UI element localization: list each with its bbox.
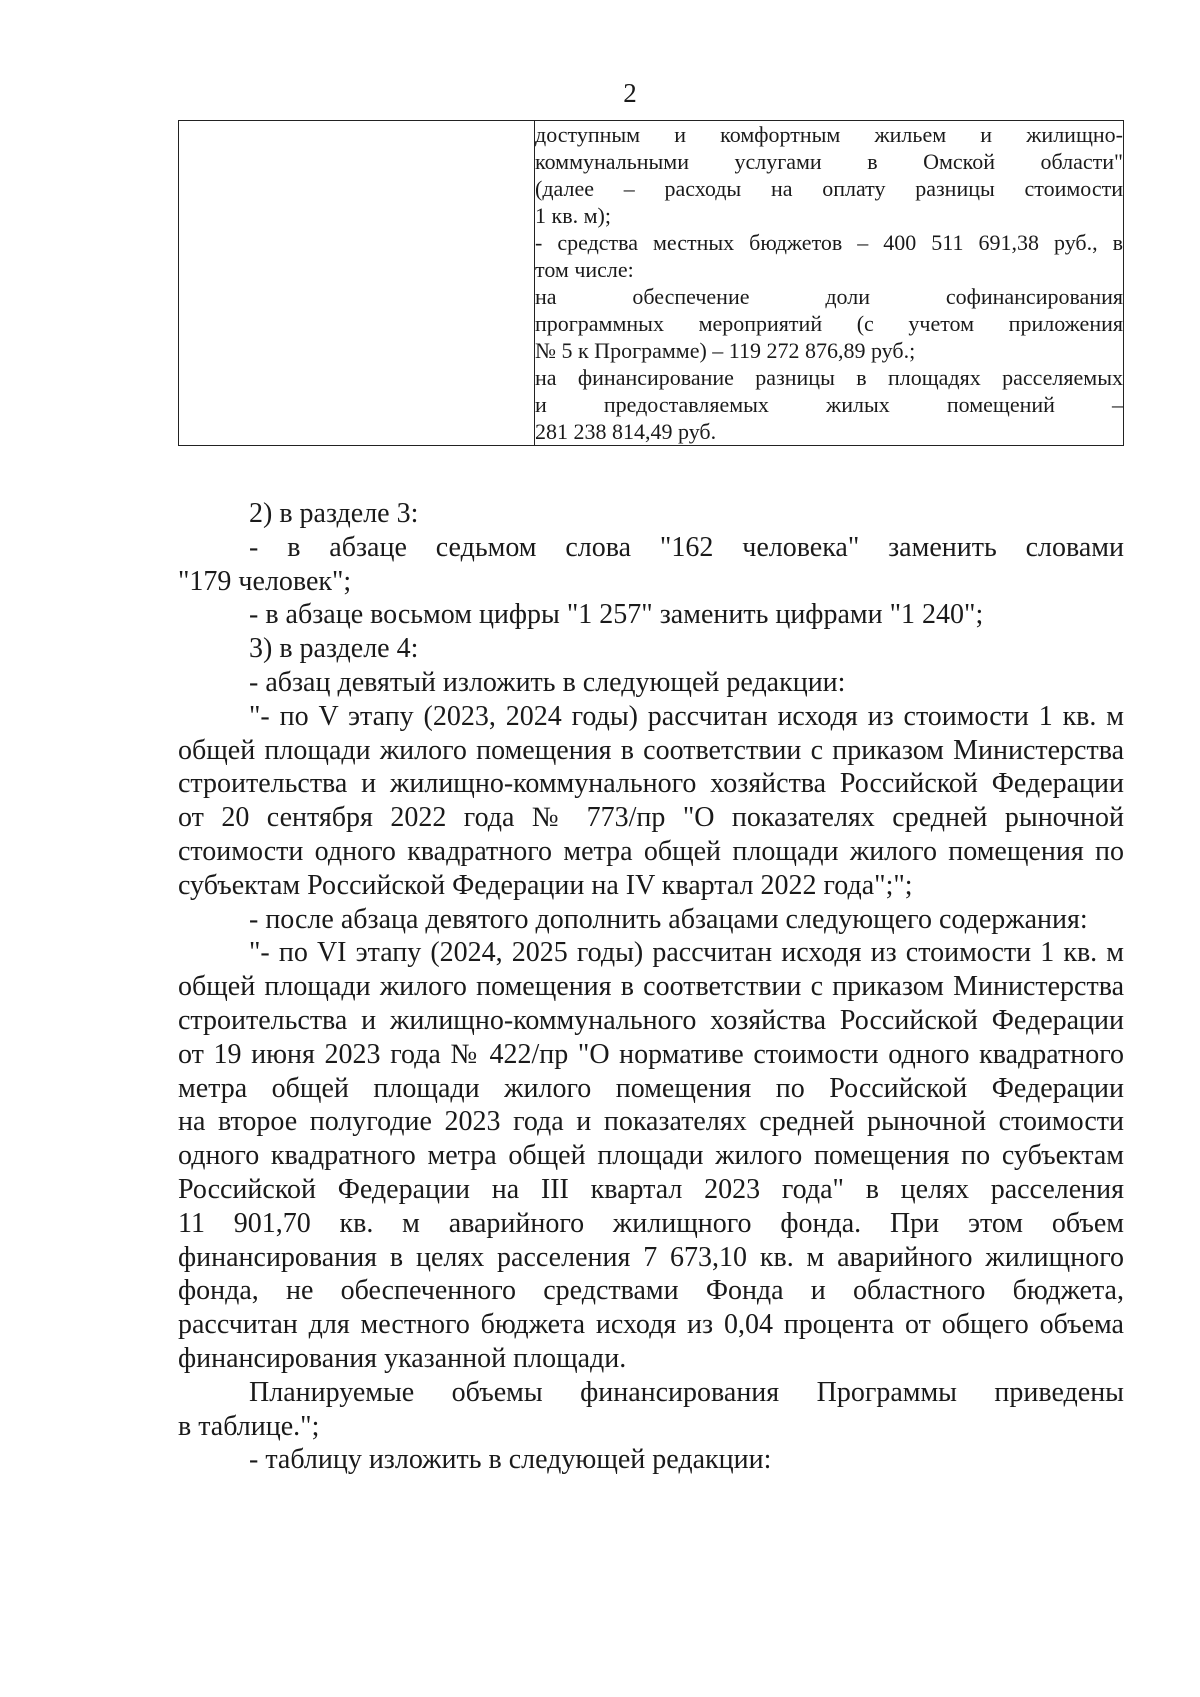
- text-line: финансирования указанной площади.: [178, 1342, 627, 1374]
- text-line: - абзац девятый изложить в следующей редакции:: [249, 666, 846, 698]
- cell-line: № 5 к Программе) – 119 272 876,89 руб.;: [535, 338, 916, 363]
- text-line: общей площади жилого помещения в соответствии с приказом Министерства: [178, 734, 1124, 766]
- text-line: "- по V этапу (2023, 2024 годы) рассчитан исходя из стоимости 1 кв. м: [249, 700, 1124, 732]
- text-line: одного квадратного метра общей площади жилого помещения по субъектам: [178, 1140, 1124, 1172]
- text-line: - в абзаце восьмом цифры "1 257" заменить цифрами "1 240";: [249, 599, 984, 631]
- text-line: общей площади жилого помещения в соответствии с приказом Министерства: [178, 971, 1124, 1003]
- text-line: 3) в разделе 4:: [249, 633, 419, 665]
- table-row: [179, 121, 1124, 446]
- text-line: строительства и жилищно-коммунального хозяйства Российской Федерации: [178, 768, 1124, 800]
- cell-line: 1 кв. м);: [535, 203, 611, 228]
- text-line: - в абзаце седьмом слова "162 человека" заменить словами: [249, 531, 1124, 563]
- cell-line: программных мероприятий (с учетом приложения: [535, 311, 1123, 336]
- cell-line: том числе:: [535, 257, 634, 282]
- text-line: в таблице.";: [178, 1410, 320, 1442]
- text-line: на второе полугодие 2023 года и показателях средней рыночной стоимости: [178, 1106, 1124, 1138]
- cell-line: 281 238 814,49 руб.: [535, 419, 717, 444]
- cell-line: и предоставляемых жилых помещений –: [535, 392, 1123, 417]
- text-line: рассчитан для местного бюджета исходя из 0,04 процента от общего объема: [178, 1309, 1124, 1341]
- cell-line: - средства местных бюджетов – 400 511 691,38 руб., в: [535, 230, 1123, 255]
- table-cell-empty: [179, 121, 535, 446]
- text-line: - после абзаца девятого дополнить абзацами следующего содержания:: [249, 903, 1088, 935]
- text-line: метра общей площади жилого помещения по Российской Федерации: [178, 1072, 1124, 1104]
- cell-line: на обеспечение доли софинансирования: [535, 284, 1123, 309]
- cell-line: доступным и комфортным жильем и жилищно-: [535, 122, 1123, 147]
- text-line: фонда, не обеспеченного средствами Фонда и областного бюджета,: [178, 1275, 1124, 1307]
- text-line: 2) в разделе 3:: [249, 498, 419, 529]
- text-line: от 19 июня 2023 года № 422/пр "О нормативе стоимости одного квадратного: [178, 1038, 1124, 1070]
- table-cell-text: [535, 121, 1124, 446]
- cell-line: (далее – расходы на оплату разницы стоимости: [535, 176, 1123, 201]
- cell-line: на финансирование разницы в площадях расселяемых: [535, 365, 1123, 390]
- text-line: субъектам Российской Федерации на IV квартал 2022 года";";: [178, 869, 913, 901]
- text-line: финансирования в целях расселения 7 673,10 кв. м аварийного жилищного: [178, 1241, 1124, 1273]
- text-line: от 20 сентября 2022 года № 773/пр "О показателях средней рыночной: [178, 802, 1124, 834]
- text-line: Планируемые объемы финансирования Программы приведены: [249, 1376, 1124, 1408]
- cell-line: коммунальными услугами в Омской области": [535, 149, 1123, 174]
- text-line: "- по VI этапу (2024, 2025 годы) рассчитан исходя из стоимости 1 кв. м: [249, 937, 1124, 969]
- text-line: "179 человек";: [178, 565, 352, 597]
- text-line: - таблицу изложить в следующей редакции:: [249, 1444, 772, 1476]
- page-number: 2: [623, 78, 637, 108]
- text-line: стоимости одного квадратного метра общей площади жилого помещения по: [178, 835, 1124, 867]
- text-line: Российской Федерации на III квартал 2023 года" в целях расселения: [178, 1173, 1124, 1205]
- document-body: [178, 497, 1124, 1477]
- text-line: 11 901,70 кв. м аварийного жилищного фонда. При этом объем: [178, 1207, 1124, 1239]
- text-line: строительства и жилищно-коммунального хозяйства Российской Федерации: [178, 1004, 1124, 1036]
- continued-table: [178, 120, 1124, 446]
